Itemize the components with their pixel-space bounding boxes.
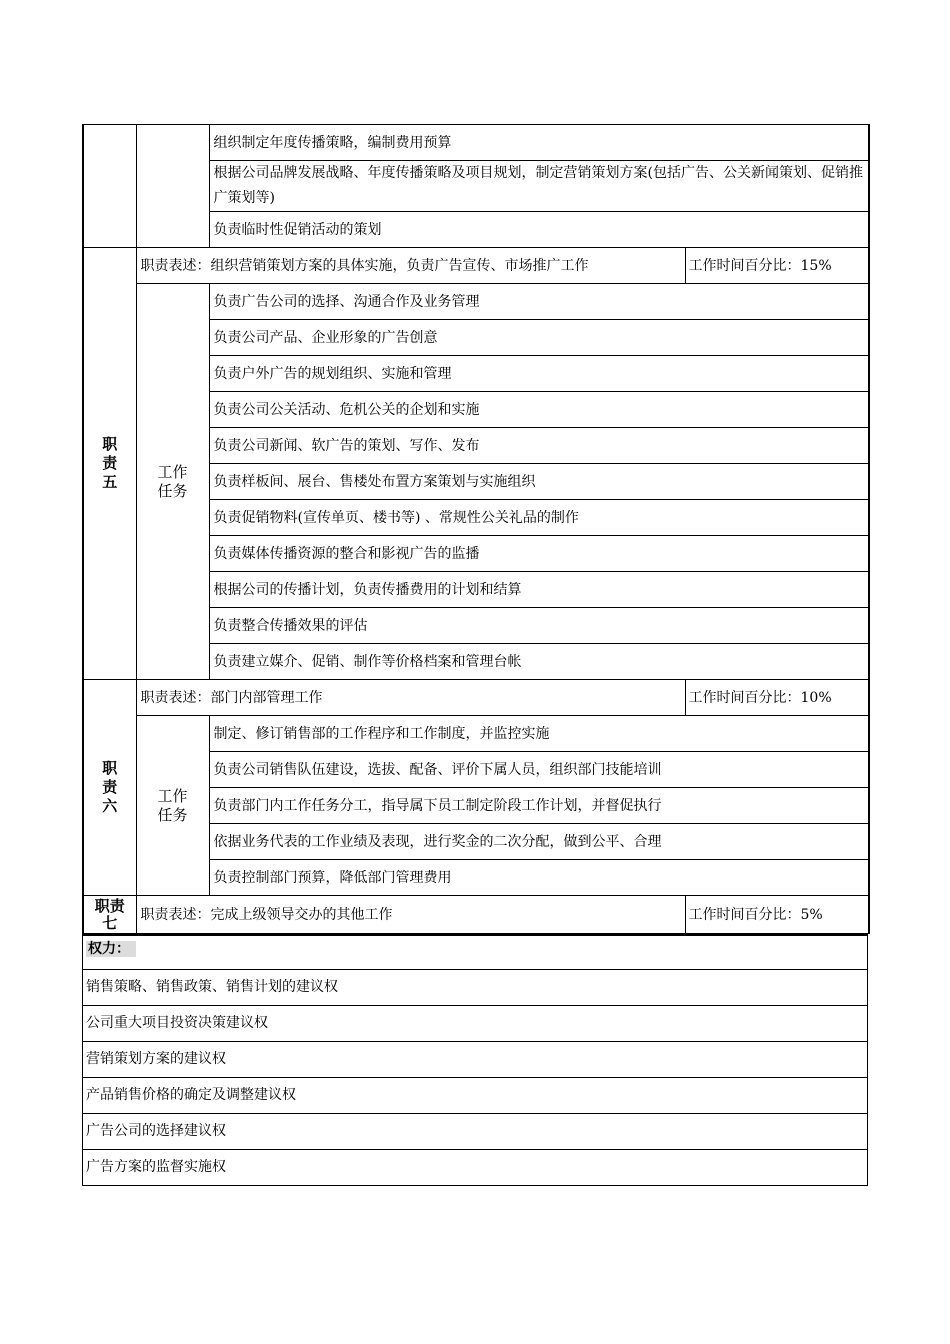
duty6-statement-row: [83, 680, 869, 716]
duty5-percent: 工作时间百分比：15%: [685, 248, 869, 284]
task-item: 组织制定年度传播策略，编制费用预算: [209, 125, 869, 161]
task-item: 负责部门内工作任务分工，指导属下员工制定阶段工作计划，并督促执行: [209, 788, 869, 824]
task-row: [83, 125, 869, 161]
power-item: 销售策略、销售政策、销售计划的建议权: [83, 969, 868, 1005]
task-item: 负责整合传播效果的评估: [209, 608, 869, 644]
sub-label-cell: [136, 125, 209, 248]
task-item: 负责临时性促销活动的策划: [209, 212, 869, 248]
power-item: 产品销售价格的确定及调整建议权: [83, 1077, 868, 1113]
task-item: 根据公司的传播计划，负责传播费用的计划和结算: [209, 572, 869, 608]
task-item: 负责建立媒介、促销、制作等价格档案和管理台帐: [209, 644, 869, 680]
duty5-label: 职 责 五: [83, 248, 136, 680]
power-item: 广告方案的监督实施权: [83, 1149, 868, 1185]
powers-table: [82, 934, 868, 1186]
duty-label-cell: [83, 125, 136, 248]
task-item: 负责控制部门预算，降低部门管理费用: [209, 860, 869, 896]
duty6-sub-label: 工作 任务: [136, 716, 209, 896]
duty7-statement: 职责表述：完成上级领导交办的其他工作: [136, 896, 685, 934]
job-description-page: [82, 124, 868, 1186]
duty5-statement: 职责表述：组织营销策划方案的具体实施，负责广告宣传、市场推广工作: [136, 248, 685, 284]
task-item: 负责媒体传播资源的整合和影视广告的监播: [209, 536, 869, 572]
task-item: 负责公司公关活动、危机公关的企划和实施: [209, 392, 869, 428]
task-item: 负责公司销售队伍建设，选拔、配备、评价下属人员，组织部门技能培训: [209, 752, 869, 788]
duty5-statement-row: [83, 248, 869, 284]
task-item: 负责促销物料(宣传单页、楼书等) 、常规性公关礼品的制作: [209, 500, 869, 536]
power-item: 营销策划方案的建议权: [83, 1041, 868, 1077]
duty7-statement-row: [83, 896, 869, 934]
task-item: 负责公司新闻、软广告的策划、写作、发布: [209, 428, 869, 464]
task-row: [83, 284, 869, 320]
duty5-sub-label: 工作 任务: [136, 284, 209, 680]
power-item: 广告公司的选择建议权: [83, 1113, 868, 1149]
task-item: 依据业务代表的工作业绩及表现，进行奖金的二次分配，做到公平、合理: [209, 824, 869, 860]
duty6-statement: 职责表述：部门内部管理工作: [136, 680, 685, 716]
duties-table: [82, 124, 870, 934]
task-item: 制定、修订销售部的工作程序和工作制度，并监控实施: [209, 716, 869, 752]
task-item: 负责广告公司的选择、沟通合作及业务管理: [209, 284, 869, 320]
duty7-percent: 工作时间百分比：5%: [685, 896, 869, 934]
task-item: 负责样板间、展台、售楼处布置方案策划与实施组织: [209, 464, 869, 500]
task-item: 根据公司品牌发展战略、年度传播策略及项目规划，制定营销策划方案(包括广告、公关新闻策划、促销推广策划等): [209, 161, 869, 212]
powers-title-row: [83, 935, 868, 969]
power-item: 公司重大项目投资决策建议权: [83, 1005, 868, 1041]
duty7-label: 职责 七: [83, 896, 136, 934]
duty6-label: 职 责 六: [83, 680, 136, 896]
task-item: 负责户外广告的规划组织、实施和管理: [209, 356, 869, 392]
powers-title: 权力：: [83, 935, 868, 969]
task-item: 负责公司产品、企业形象的广告创意: [209, 320, 869, 356]
duty6-percent: 工作时间百分比：10%: [685, 680, 869, 716]
